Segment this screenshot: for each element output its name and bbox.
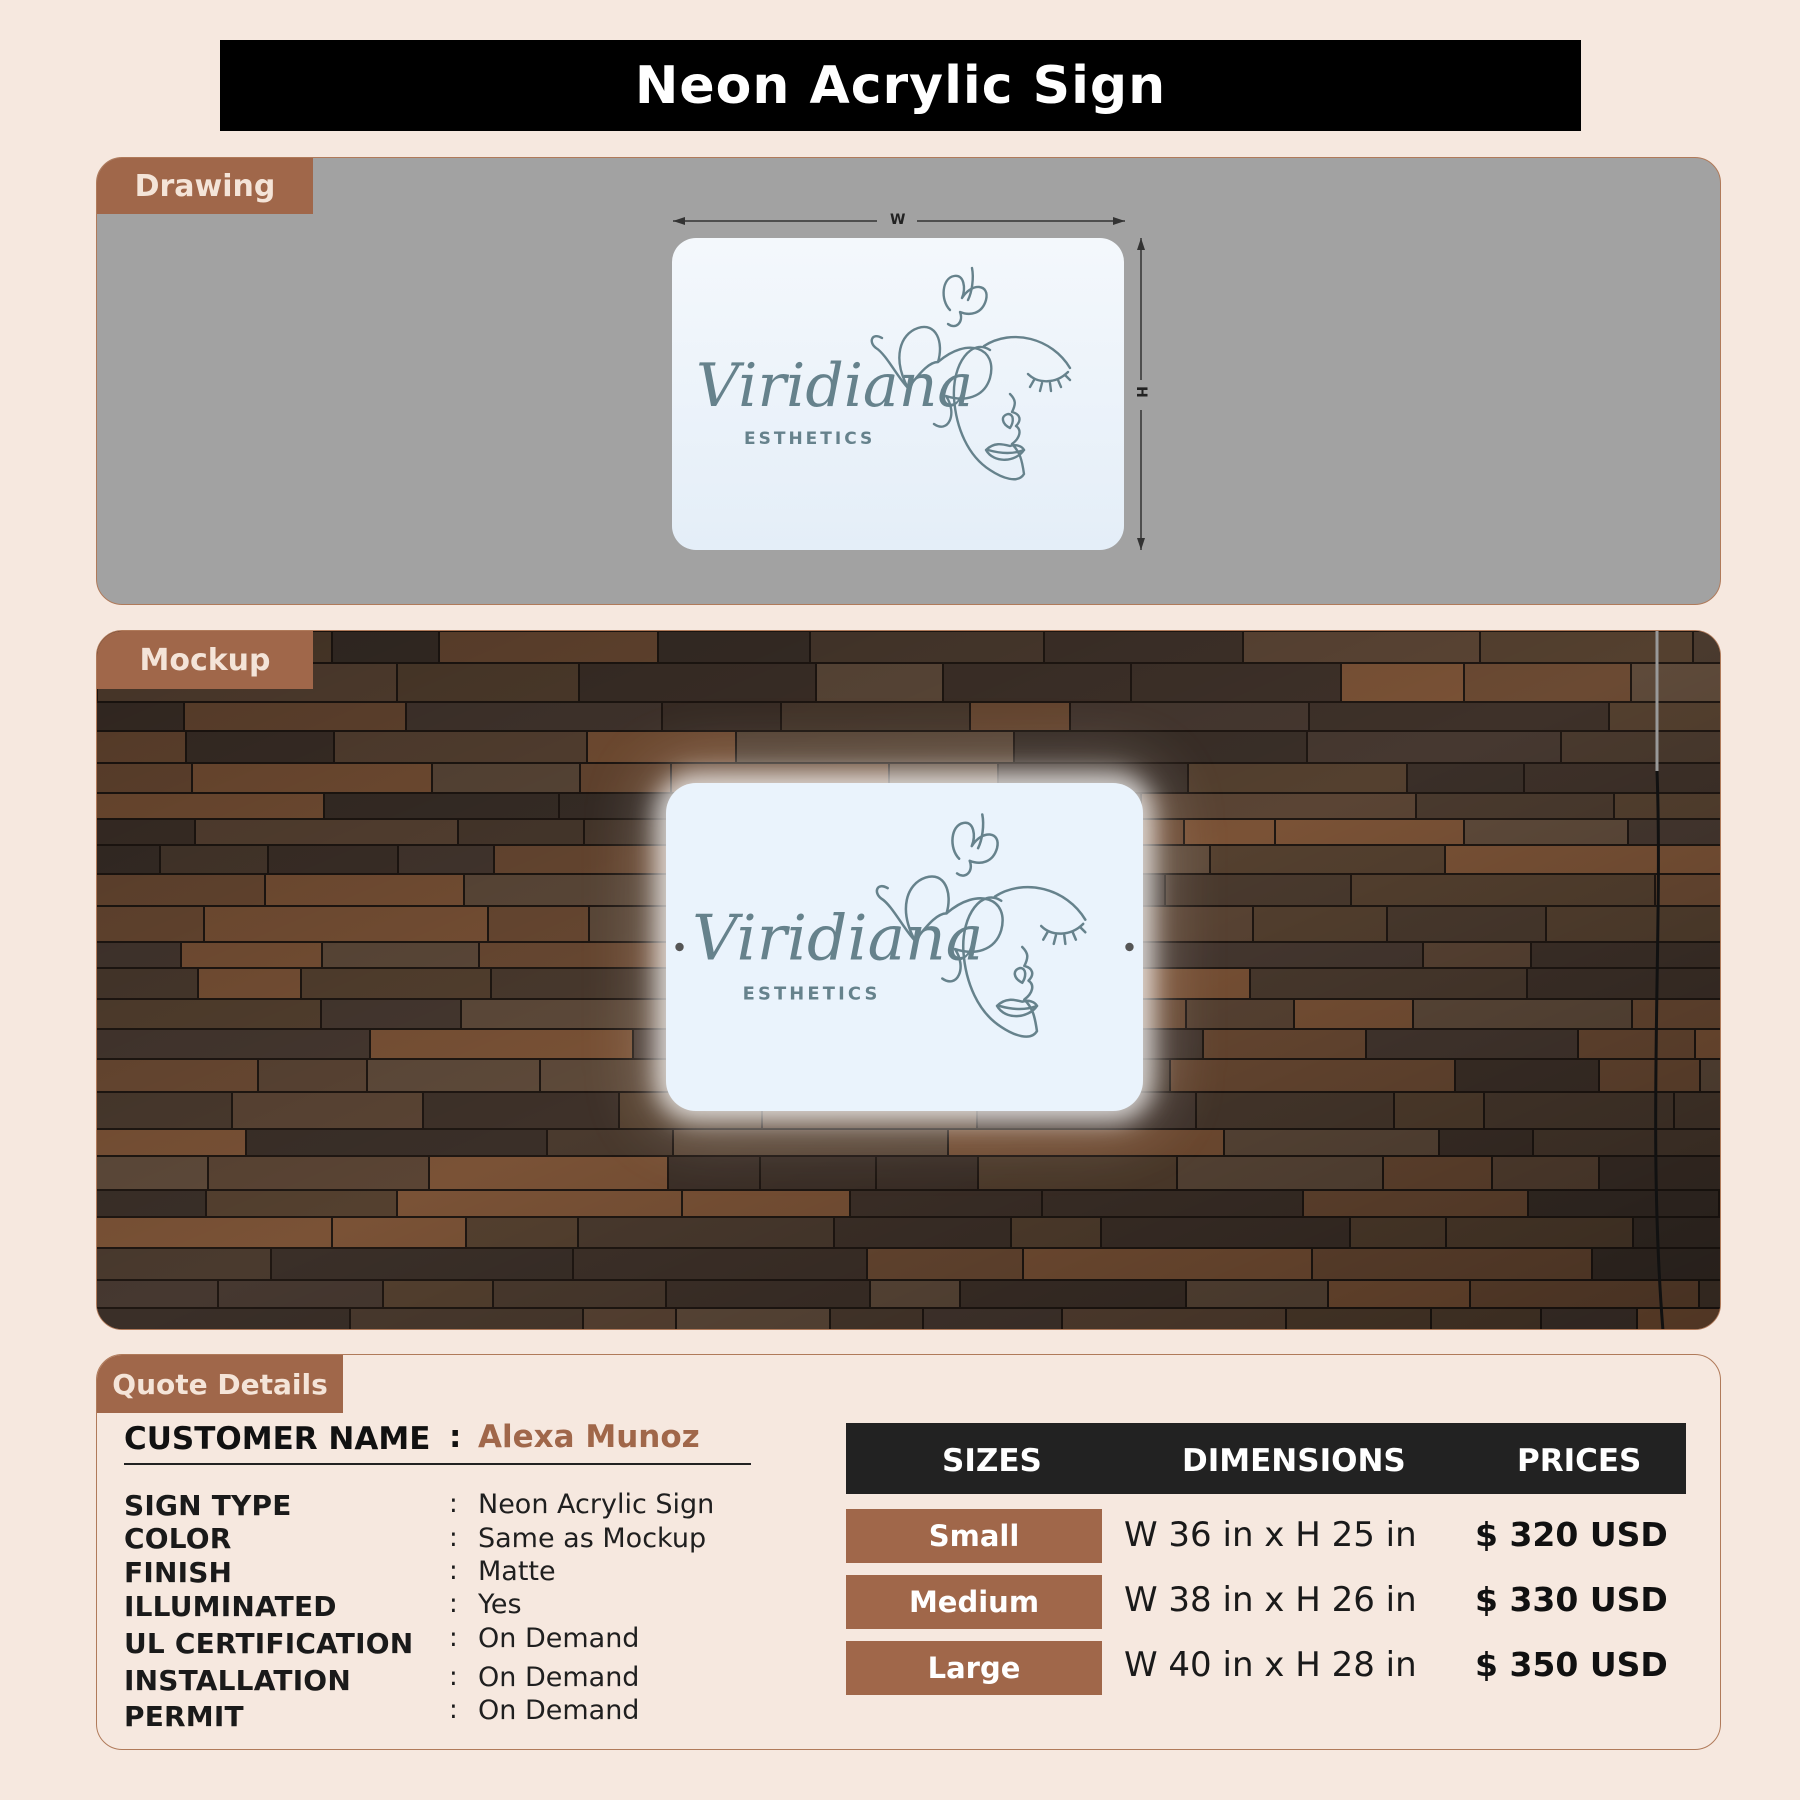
detail-label: UL CERTIFICATION <box>124 1627 414 1660</box>
detail-label: FINISH <box>124 1556 233 1589</box>
detail-colon: : <box>449 1556 458 1586</box>
mockup-tab: Mockup <box>97 631 313 689</box>
dimensions-cell: W 40 in x H 28 in <box>1124 1645 1417 1685</box>
size-medium-badge: Medium <box>846 1575 1102 1629</box>
quote-tab: Quote Details <box>97 1355 343 1413</box>
logo-script-text: Viridiana <box>696 351 974 421</box>
detail-colon: : <box>449 1695 458 1725</box>
customer-underline <box>124 1463 751 1465</box>
sign-logo <box>672 238 1124 550</box>
width-label: W <box>890 212 906 228</box>
detail-value: On Demand <box>478 1695 640 1726</box>
customer-name-label: CUSTOMER NAME <box>124 1421 431 1457</box>
detail-value: Neon Acrylic Sign <box>478 1489 715 1520</box>
detail-colon: : <box>449 1662 458 1692</box>
price-table-header <box>846 1423 1686 1494</box>
detail-label: PERMIT <box>124 1700 244 1733</box>
price-cell: $ 330 USD <box>1475 1580 1668 1619</box>
price-cell: $ 350 USD <box>1475 1645 1668 1684</box>
detail-colon: : <box>449 1489 458 1519</box>
header-dimensions: DIMENSIONS <box>1182 1443 1406 1479</box>
size-small-badge: Small <box>846 1509 1102 1563</box>
detail-colon: : <box>449 1523 458 1553</box>
quote-panel <box>96 1354 1721 1750</box>
header-sizes: SIZES <box>942 1443 1042 1479</box>
detail-value: On Demand <box>478 1623 640 1654</box>
standoff-right <box>1125 943 1133 951</box>
height-label: H <box>1132 386 1149 398</box>
detail-value: On Demand <box>478 1662 640 1693</box>
mockup-logo-script-text: Viridiana <box>692 900 984 975</box>
detail-label: COLOR <box>124 1522 232 1555</box>
mockup-sign <box>666 783 1143 1111</box>
header-prices: PRICES <box>1517 1443 1642 1479</box>
size-large-badge: Large <box>846 1641 1102 1695</box>
detail-value: Yes <box>478 1589 522 1620</box>
detail-value: Matte <box>478 1556 556 1587</box>
price-cell: $ 320 USD <box>1475 1515 1668 1554</box>
detail-colon: : <box>449 1589 458 1619</box>
mockup-logo-sub-text: ESTHETICS <box>742 983 881 1005</box>
mockup-sign-logo <box>666 783 1143 1111</box>
detail-colon: : <box>449 1623 458 1653</box>
drawing-panel <box>96 157 1721 605</box>
dimensions-cell: W 38 in x H 26 in <box>1124 1580 1417 1620</box>
drawing-tab: Drawing <box>97 158 313 214</box>
mockup-panel <box>96 630 1721 1330</box>
standoff-left <box>675 943 683 951</box>
detail-label: SIGN TYPE <box>124 1489 292 1522</box>
page-title: Neon Acrylic Sign <box>220 40 1581 131</box>
logo-sub-text: ESTHETICS <box>744 429 876 449</box>
detail-label: ILLUMINATED <box>124 1590 337 1623</box>
dimensions-cell: W 36 in x H 25 in <box>1124 1515 1417 1555</box>
customer-name-value: Alexa Munoz <box>478 1419 700 1455</box>
customer-colon: : <box>449 1419 462 1455</box>
detail-label: INSTALLATION <box>124 1664 351 1697</box>
detail-value: Same as Mockup <box>478 1523 707 1554</box>
drawing-sign <box>672 238 1124 550</box>
